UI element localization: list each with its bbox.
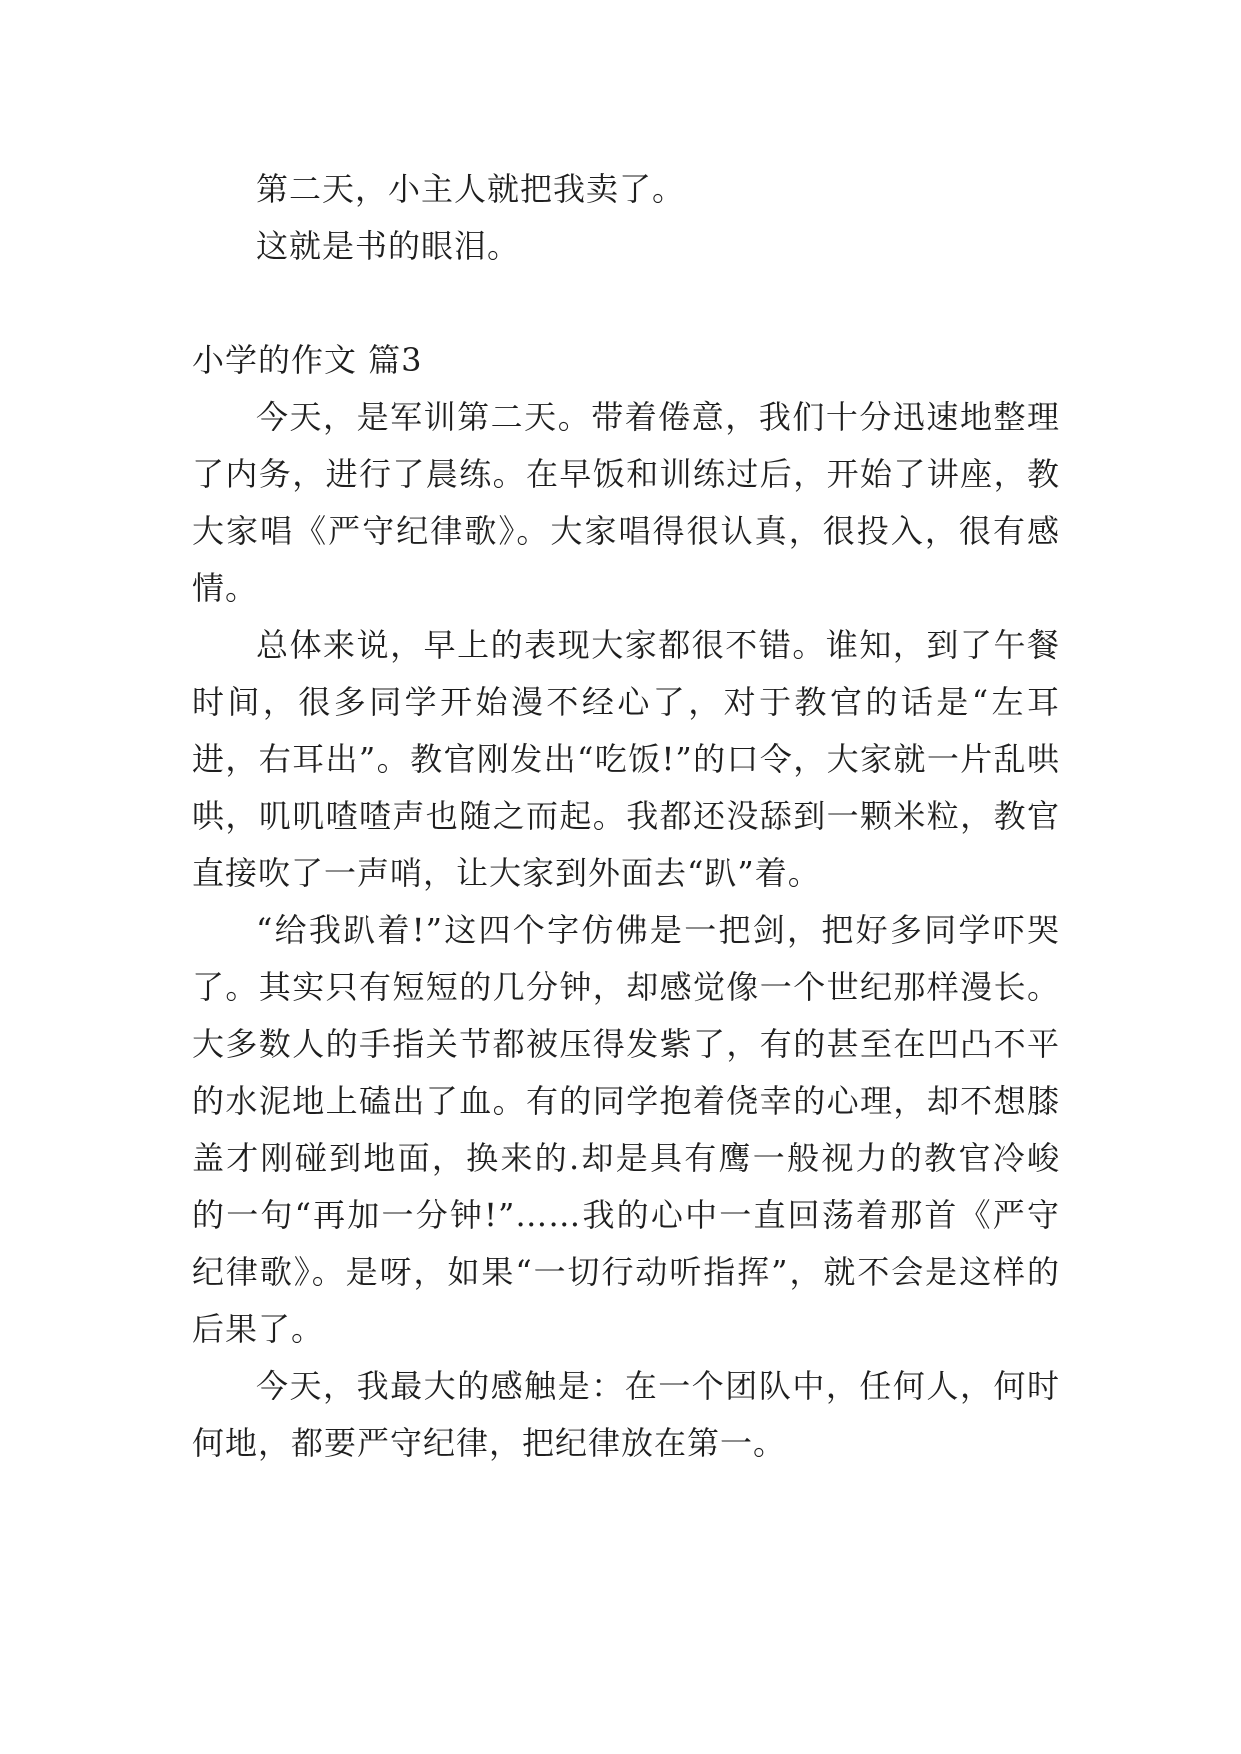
section-title: 小学的作文 篇3 [192, 341, 423, 379]
intro-paragraph-2: 这就是书的眼泪。 [256, 227, 521, 265]
intro-paragraph-1: 第二天，小主人就把我卖了。 [256, 170, 686, 208]
body-paragraph-3: “给我趴着!”这四个字仿佛是一把剑，把好多同学吓哭了。其实只有短短的几分钟，却感觉像一个世纪那样漫长。大多数人的手指关节都被压得发紫了，有的甚至在凹凸不平的水泥地上磕出了血。有的同学抱着侥幸的心理，却不想膝盖才刚碰到地面，换来的.却是具有鹰一般视力的教官冷峻的一句“再加一分钟!”……我的心中一直回荡着那首《严守纪律歌》。是呀，如果“一切行动听指挥”，就不会是这样的后果了。 [192, 911, 1060, 1348]
document-body [192, 161, 1060, 1472]
body-paragraph-1: 今天，是军训第二天。带着倦意，我们十分迅速地整理了内务，进行了晨练。在早饭和训练过后，开始了讲座，教大家唱《严守纪律歌》。大家唱得很认真，很投入，很有感情。 [192, 398, 1060, 607]
body-paragraph-2: 总体来说，早上的表现大家都很不错。谁知，到了午餐时间，很多同学开始漫不经心了，对于教官的话是“左耳进，右耳出”。教官刚发出“吃饭!”的口令，大家就一片乱哄哄，叽叽喳喳声也随之而起。我都还没舔到一颗米粒，教官直接吹了一声哨，让大家到外面去“趴”着。 [192, 626, 1060, 892]
body-paragraph-4: 今天，我最大的感触是：在一个团队中，任何人，何时何地，都要严守纪律，把纪律放在第一。 [192, 1367, 1060, 1462]
